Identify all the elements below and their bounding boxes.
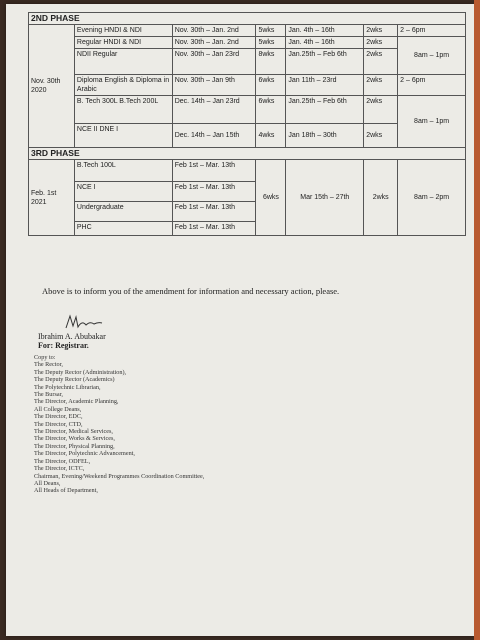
exam-cell: Mar 15th – 27th — [286, 160, 364, 236]
list-item: The Director, Medical Services, — [34, 428, 113, 436]
time-cell: 8am – 1pm — [398, 96, 466, 148]
duration-cell: 6wks — [256, 96, 286, 124]
weeks-cell: 2wks — [364, 75, 398, 96]
programme-cell: B.Tech 100L — [74, 160, 172, 182]
duration-cell: 5wks — [256, 25, 286, 37]
list-item: The Director, CTD, — [34, 420, 83, 428]
phase-header-row — [29, 148, 466, 160]
copy-list — [34, 354, 204, 495]
phase3-title: 3RD PHASE — [29, 148, 466, 160]
period-cell: Feb 1st – Mar. 13th — [172, 160, 256, 182]
programme-cell: Evening HNDI & NDI — [74, 25, 172, 37]
phase3-date: Feb. 1st 2021 — [29, 160, 75, 236]
period-cell: Dec. 14th – Jan 15th — [172, 124, 256, 148]
period-cell: Nov. 30th – Jan 9th — [172, 75, 256, 96]
list-item: Chairman, Evening/Weekend Programmes Coordination Committee, — [34, 472, 205, 480]
weeks-cell: 2wks — [364, 49, 398, 75]
period-cell: Feb 1st – Mar. 13th — [172, 182, 256, 202]
period-cell: Nov. 30th – Jan. 2nd — [172, 25, 256, 37]
signature-block — [38, 332, 106, 350]
phase2-date: Nov. 30th 2020 — [29, 25, 75, 148]
programme-cell: Regular HNDI & NDI — [74, 37, 172, 49]
list-item: The Deputy Rector (Academics) — [34, 376, 115, 384]
time-cell: 2 – 6pm — [398, 75, 466, 96]
signatory-name: Ibrahim A. Abubakar — [38, 332, 106, 341]
period-cell: Nov. 30th – Jan 23rd — [172, 49, 256, 75]
period-cell: Feb 1st – Mar. 13th — [172, 202, 256, 222]
period-cell: Nov. 30th – Jan. 2nd — [172, 37, 256, 49]
table-row — [29, 160, 466, 182]
weeks-cell: 2wks — [364, 160, 398, 236]
list-item: The Director, ODFEL, — [34, 457, 91, 465]
table-row — [29, 25, 466, 37]
duration-cell: 8wks — [256, 49, 286, 75]
schedule-table — [28, 12, 466, 236]
list-item: The Director, ICTC, — [34, 465, 85, 473]
list-item: All Deans, — [34, 479, 61, 487]
programme-cell: NDII Regular — [74, 49, 172, 75]
period-cell: Dec. 14th – Jan 23rd — [172, 96, 256, 124]
exam-cell: Jan 18th – 30th — [286, 124, 364, 148]
signatory-role: For: Registrar. — [38, 341, 89, 350]
time-cell: 8am – 2pm — [398, 160, 466, 236]
programme-cell: Undergraduate — [74, 202, 172, 222]
list-item: The Director, Polytechnic Advancement, — [34, 450, 135, 458]
list-item: The Polytechnic Librarian, — [34, 383, 101, 391]
signature-icon — [64, 312, 104, 332]
list-item: The Director, Academic Planning, — [34, 398, 119, 406]
duration-cell: 5wks — [256, 37, 286, 49]
exam-cell: Jan.25th – Feb 6th — [286, 96, 364, 124]
programme-cell: B. Tech 300L B.Tech 200L — [74, 96, 172, 124]
exam-cell: Jan. 4th – 16th — [286, 25, 364, 37]
notice-text: Above is to inform you of the amendment for information and necessary action, please. — [42, 286, 340, 296]
time-cell: 2 – 6pm — [398, 25, 466, 37]
table-row — [29, 37, 466, 49]
list-item: Copy to: — [34, 354, 56, 361]
programme-cell: PHC — [74, 222, 172, 236]
exam-cell: Jan.25th – Feb 6th — [286, 49, 364, 75]
time-cell: 8am – 1pm — [398, 37, 466, 75]
list-item: The Deputy Rector (Administration), — [34, 368, 127, 376]
duration-cell: 4wks — [256, 124, 286, 148]
list-item: The Director, Physical Planning, — [34, 442, 115, 450]
programme-cell: NCE II DNE I — [74, 124, 172, 148]
list-item: The Bursar, — [34, 391, 63, 399]
phase2-title: 2ND PHASE — [29, 13, 466, 25]
table-row — [29, 96, 466, 124]
exam-cell: Jan. 4th – 16th — [286, 37, 364, 49]
background-edge — [474, 0, 480, 640]
list-item: The Director, EDC, — [34, 413, 83, 421]
list-item: All College Deans, — [34, 405, 82, 413]
weeks-cell: 2wks — [364, 37, 398, 49]
list-item: All Heads of Department, — [34, 487, 98, 495]
weeks-cell: 2wks — [364, 25, 398, 37]
weeks-cell: 2wks — [364, 124, 398, 148]
exam-cell: Jan 11th – 23rd — [286, 75, 364, 96]
period-cell: Feb 1st – Mar. 13th — [172, 222, 256, 236]
list-item: The Rector, — [34, 361, 63, 369]
table-row — [29, 75, 466, 96]
list-item: The Director, Works & Services, — [34, 435, 115, 443]
duration-cell: 6wks — [256, 160, 286, 236]
programme-cell: NCE I — [74, 182, 172, 202]
weeks-cell: 2wks — [364, 96, 398, 124]
programme-cell: Diploma English & Diploma in Arabic — [74, 75, 172, 96]
phase-header-row — [29, 13, 466, 25]
duration-cell: 6wks — [256, 75, 286, 96]
